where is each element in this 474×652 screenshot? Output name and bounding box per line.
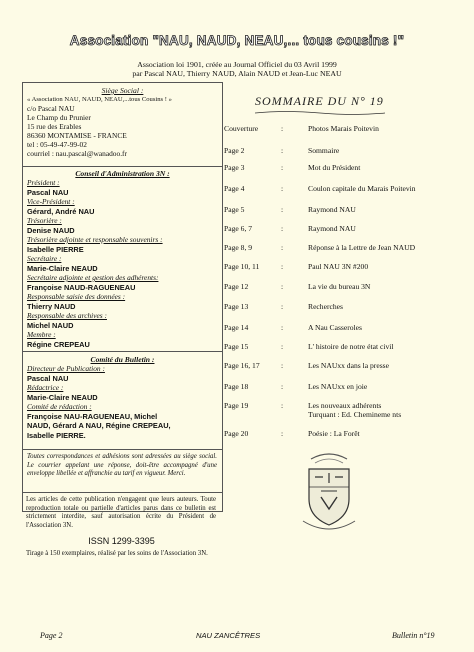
toc-title-line: L' histoire de notre état civil [308,342,394,351]
toc-page: Page 6, 7 [224,224,253,233]
siege-line: c/o Pascal NAU [27,104,75,113]
member-name: Marie-Claire NEAUD [27,263,98,273]
toc-title [308,401,468,419]
toc-title [308,163,468,172]
role-label: Président : [27,178,60,187]
legal-notice: Les articles de cette publication n'engagent que leurs auteurs. Toute reproduction totale ou partielle d'articles parus dans ce bulletin est strictement interdite, sauf autorisation écrite du Président de l'Association 3N. [26,496,216,529]
toc-separator: : [281,342,284,351]
role-label: Comité de rédaction : [27,402,92,411]
comite-members: Isabelle PIERRE. [27,430,86,440]
toc-title-line: Sommaire [308,146,340,155]
siege-line: « Association NAU, NAUD, NEAU,...tous Cousins ! » [27,96,172,103]
toc-title-line: Recherches [308,302,343,311]
comite-members: Françoise NAU-RAGUENEAU, Michel [27,411,158,421]
divider [23,166,222,167]
toc-separator: : [281,429,284,438]
member-name: Thierry NAUD [27,301,76,311]
toc-page: Page 4 [224,184,245,193]
toc-page: Page 13 [224,302,249,311]
toc-separator: : [281,146,284,155]
comite-section [23,355,222,440]
toc-title-line: Poésie : La Forêt [308,429,360,438]
toc-title [308,146,468,155]
toc-page: Page 18 [224,382,249,391]
member-name: Marie-Claire NEAUD [27,392,98,402]
toc-separator: : [281,205,284,214]
footer-publication: NAU ZANCÊTRES [196,631,261,640]
divider [23,449,222,450]
toc-separator: : [281,124,284,133]
toc-page: Page 14 [224,323,249,332]
toc-title [308,282,468,291]
toc-title [308,243,468,252]
role-label: Responsable saisie des données : [27,292,126,301]
issn: ISSN 1299-3395 [88,536,155,546]
toc-separator: : [281,184,284,193]
toc-title-line: Les NAUxx en joie [308,382,368,391]
role-label: Trésorière : [27,216,62,225]
subtitle-line-2: par Pascal NAU, Thierry NAUD, Alain NAUD et Jean-Luc NEAU [132,69,342,78]
toc-separator: : [281,361,284,370]
toc-page: Page 20 [224,429,249,438]
toc-title [308,205,468,214]
footer-issue: Bulletin n°19 [392,631,435,640]
role-label: Membre : [27,330,56,339]
toc-title [308,382,468,391]
info-column [22,82,223,512]
member-name: Pascal NAU [27,373,69,383]
toc-separator: : [281,382,284,391]
toc-title [308,184,468,193]
toc-title-line: Les nouveaux adhérents [308,401,382,410]
toc-page: Page 15 [224,342,249,351]
subtitle-line-1: Association loi 1901, créée au Journal Officiel du 03 Avril 1999 [137,60,337,69]
toc-title-line: La vie du bureau 3N [308,282,371,291]
toc-title-line: Paul NAU 3N #200 [308,262,369,271]
association-title: Association "NAU, NAUD, NEAU,... tous cousins !" [69,33,405,48]
toc-page: Page 3 [224,163,245,172]
role-label: Secrétaire adjointe et gestion des adhérents: [27,273,159,282]
role-label: Directeur de Publication : [27,364,105,373]
comite-heading: Comité du Bulletin : [90,355,155,364]
toc-page: Page 19 [224,401,249,410]
toc-separator: : [281,163,284,172]
siege-line: tel : 05-49-47-99-02 [27,140,87,149]
toc-title-line: Réponse à la Lettre de Jean NAUD [308,243,416,252]
footer-page-number: Page 2 [40,631,63,640]
divider [23,492,222,493]
toc-title [308,262,468,271]
siege-line: 15 rue des Erables [27,122,82,131]
toc-page: Page 12 [224,282,249,291]
toc-title-line: Photos Marais Poitevin [308,124,379,133]
toc-title-line: Les NAUxx dans la presse [308,361,389,370]
siege-email[interactable]: courriel : nau.pascal@wanadoo.fr [27,149,127,158]
toc-page: Page 5 [224,205,245,214]
siege-section [23,86,222,158]
role-label: Trésorière adjointe et responsable souvenirs : [27,235,163,244]
toc-separator: : [281,323,284,332]
role-label: Rédactrice : [27,383,64,392]
member-name: Françoise NAUD-RAGUENEAU [27,282,136,292]
toc-page: Couverture [224,124,259,133]
member-name: Denise NAUD [27,225,75,235]
correspondance-note: Toutes correspondances et adhésions sont adressées au siège social. Le courrier appelant une réponse, doit-être accompagné d'une enveloppe libellée et affranchie au tarif en vigueur. Merci. [27,453,217,478]
conseil-heading: Conseil d'Administration 3N : [75,169,170,178]
toc-title [308,124,468,133]
comite-members: NAUD, Gérard A NAU, Régine CREPEAU, [27,421,171,430]
toc-title-line: Raymond NAU [308,224,356,233]
toc-title-line: Raymond NAU [308,205,356,214]
sommaire-underline [255,110,385,116]
toc-title [308,342,468,351]
toc-title-line: Coulon capitale du Marais Poitevin [308,184,416,193]
toc-title [308,302,468,311]
member-name: Gérard, André NAU [27,206,95,216]
member-name: Michel NAUD [27,320,74,330]
member-name: Isabelle PIERRE [27,244,84,254]
toc-separator: : [281,224,284,233]
conseil-section [23,169,222,349]
siege-heading: Siège Social : [101,86,144,95]
siege-line: Le Champ du Prunier [27,113,91,122]
tirage-note: Tirage à 150 exemplaires, réalisé par les soins de l'Association 3N. [26,550,208,557]
member-name: Pascal NAU [27,187,69,197]
toc-separator: : [281,401,284,410]
role-label: Vice-Président : [27,197,75,206]
siege-line: 86360 MONTAMISE - FRANCE [27,131,127,140]
toc-separator: : [281,262,284,271]
toc-title-line: A Nau Casseroles [308,323,362,332]
divider [23,351,222,352]
role-label: Secrétaire : [27,254,62,263]
toc-page: Page 16, 17 [224,361,260,370]
toc-separator: : [281,302,284,311]
toc-page: Page 10, 11 [224,262,260,271]
sommaire-heading: SOMMAIRE DU N° 19 [255,94,384,108]
coat-of-arms-icon [301,447,357,533]
toc-title [308,361,468,370]
role-label: Responsable des archives : [27,311,107,320]
toc-title-line: Mot du Président [308,163,361,172]
toc-title [308,429,468,438]
toc-page: Page 2 [224,146,245,155]
toc-title [308,323,468,332]
toc-title-line: Turquant : Ed. Chemineme nts [308,410,402,419]
member-name: Régine CREPEAU [27,339,90,349]
toc-separator: : [281,282,284,291]
toc-title [308,224,468,233]
toc-page: Page 8, 9 [224,243,253,252]
toc-separator: : [281,243,284,252]
